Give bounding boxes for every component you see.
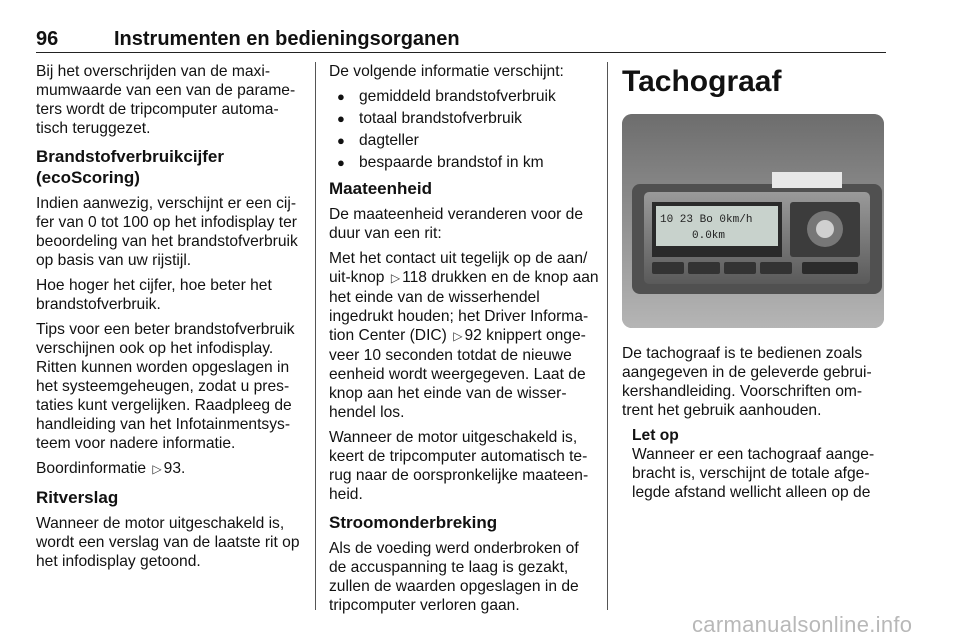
watermark: carmanualsonline.info: [692, 612, 913, 637]
page-ref[interactable]: 118: [402, 269, 427, 286]
page-title: Instrumenten en bedieningsorganen: [114, 28, 460, 50]
paragraph: Wanneer de motor uitgeschakeld is, wordt een verslag van de laatste rit op het infodisplay getoond.: [36, 515, 300, 570]
paragraph: Wanneer de motor uitgeschakeld is, keert de tripcomputer automatisch terug naar de oorspronkelijke maateenheid.: [329, 429, 589, 503]
note-title: Let op: [632, 427, 679, 444]
text-run: drukken en de knop aan het einde van de wisserhendel ingedrukt houden; het Driver Information Center (DIC): [329, 269, 599, 344]
paragraph: De tachograaf is te bedienen zoals aangegeven in de geleverde gebruikershandleiding. Voorschriften omtrent het gebruik aanhouden.: [622, 345, 872, 419]
note-box: [622, 426, 884, 502]
list-item: ● gemiddeld brandstofverbruik: [329, 87, 599, 106]
text-run: Met het contact uit tegelijk op de aan/ uit-knop: [329, 250, 588, 286]
paragraph: Als de voeding werd onderbroken of de accuspanning te laag is gezakt, zullen de waarden opgeslagen in de tripcomputer verloren gaan.: [329, 540, 579, 614]
section-heading: Brandstofverbruikcijfer (ecoScoring): [36, 147, 224, 187]
page-ref[interactable]: 93.: [163, 460, 186, 477]
list-item: ● dagteller: [329, 131, 599, 150]
page-header: [36, 26, 886, 53]
column-1: [36, 62, 302, 577]
arrow-reference-icon: ▷: [390, 271, 401, 285]
info-list: [329, 87, 599, 172]
section-heading: Maateenheid: [329, 179, 432, 198]
text-run: knippert ongeveer 10 seconden totdat de nieuwe eenheid wordt weergegeven. Laat de knop aan het einde van de wisserhendel los.: [329, 327, 586, 421]
tachograph-photo: [622, 114, 884, 328]
page-number: 96: [36, 28, 59, 50]
paragraph: Tips voor een beter brandstofverbruik verschijnen ook op het infodisplay. Ritten kunnen worden opgeslagen in het systeemgeheugen, zodat u prestaties kunt vergelijken. Raadpleeg de handleiding van het Infotainmentsysteem voor nadere informatie.: [36, 321, 295, 452]
column-divider: [315, 62, 316, 610]
page-ref[interactable]: 92: [464, 327, 482, 344]
ref-text: Boordinformatie: [36, 460, 147, 477]
arrow-reference-icon: ▷: [453, 329, 463, 343]
column-2: [329, 62, 599, 621]
column-divider: [607, 62, 608, 610]
tachograph-illustration: [622, 114, 884, 328]
display-line-1: 10 23 Bo 0km/h: [660, 214, 753, 226]
note-text: Wanneer er een tachograaf aangebracht is, verschijnt de totale afgelegde afstand wellicht alleen op de: [632, 446, 875, 501]
arrow-reference-icon: ▷: [152, 462, 162, 476]
section-heading: Ritverslag: [36, 488, 119, 507]
section-title: Tachograaf: [622, 65, 782, 98]
paragraph: De volgende informatie verschijnt:: [329, 63, 564, 80]
column-3: [622, 62, 884, 502]
section-heading: Stroomonderbreking: [329, 513, 498, 532]
paragraph: [329, 249, 599, 422]
display-line-2: 0.0km: [692, 230, 726, 242]
paragraph: Bij het overschrijden van de maximumwaarde van een van de parameters wordt de tripcomputer automatisch teruggezet.: [36, 63, 296, 137]
paragraph: Indien aanwezig, verschijnt er een cijfer van 0 tot 100 op het infodisplay ter beoordeling van het brandstofverbruik op basis van uw rijstijl.: [36, 195, 298, 269]
list-item: ● bespaarde brandstof in km: [329, 153, 599, 172]
list-item: ● totaal brandstofverbruik: [329, 109, 599, 128]
paragraph: De maateenheid veranderen voor de duur van een rit:: [329, 206, 583, 242]
paragraph: [36, 459, 302, 479]
paragraph: Hoe hoger het cijfer, hoe beter het brandstofverbruik.: [36, 277, 272, 313]
